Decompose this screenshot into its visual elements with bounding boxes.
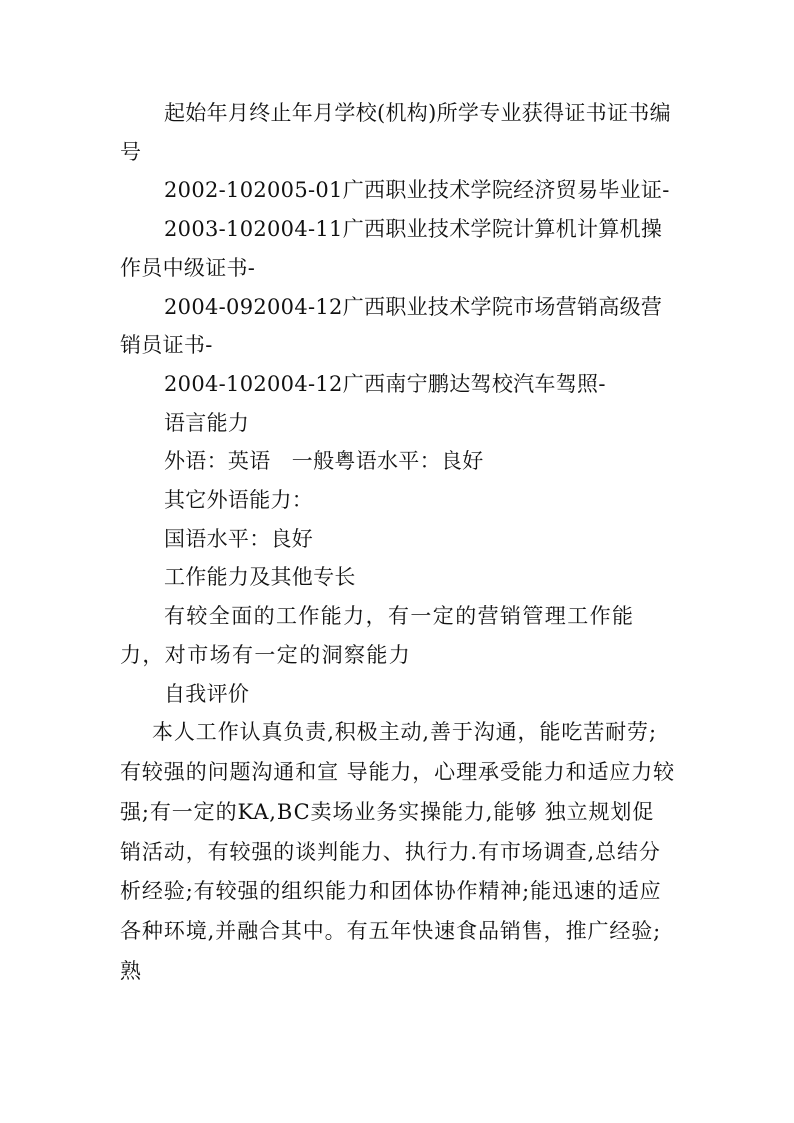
foreign-language-line: 外语：英语 一般粤语水平：良好 [164, 449, 484, 474]
work-ability-heading: 工作能力及其他专长 [164, 565, 356, 590]
other-language-line: 其它外语能力： [164, 488, 314, 513]
certificate-entry-4: 2004-102004-12广西南宁鹏达驾校汽车驾照- [164, 371, 606, 396]
work-ability-paragraph: 有较全面的工作能力，有一定的营销管理工作能力，对市场有一定的洞察能力 [120, 604, 635, 667]
certificate-table-header: 起始年月终止年月学校(机构)所学专业获得证书证书编号 [120, 101, 671, 164]
mandarin-level-line: 国语水平：良好 [164, 526, 314, 551]
self-evaluation-paragraph: 本人工作认真负责,积极主动,善于沟通，能吃苦耐劳;有较强的问题沟通和宣 导能力，心理承受能力和适应力较强;有一定的KA,BC卖场业务实操能力,能够 独立规划促销活动，有较强的谈判能力、执行力.有市场调查,总结分析经验;有较强的组织能力和团体协作精神;能迅速的适应各种环境,并融合其中。有五年快速食品销售，推广经验;熟 [120, 720, 676, 984]
certificate-entry-3: 2004-092004-12广西职业技术学院市场营销高级营销员证书- [120, 294, 663, 358]
language-ability-heading: 语言能力 [164, 410, 250, 435]
certificate-entry-1: 2002-102005-01广西职业技术学院经济贸易毕业证- [164, 178, 670, 203]
document-page [120, 94, 676, 992]
self-evaluation-heading: 自我评价 [164, 681, 250, 706]
certificate-entry-2: 2003-102004-11广西职业技术学院计算机计算机操作员中级证书- [120, 217, 663, 280]
